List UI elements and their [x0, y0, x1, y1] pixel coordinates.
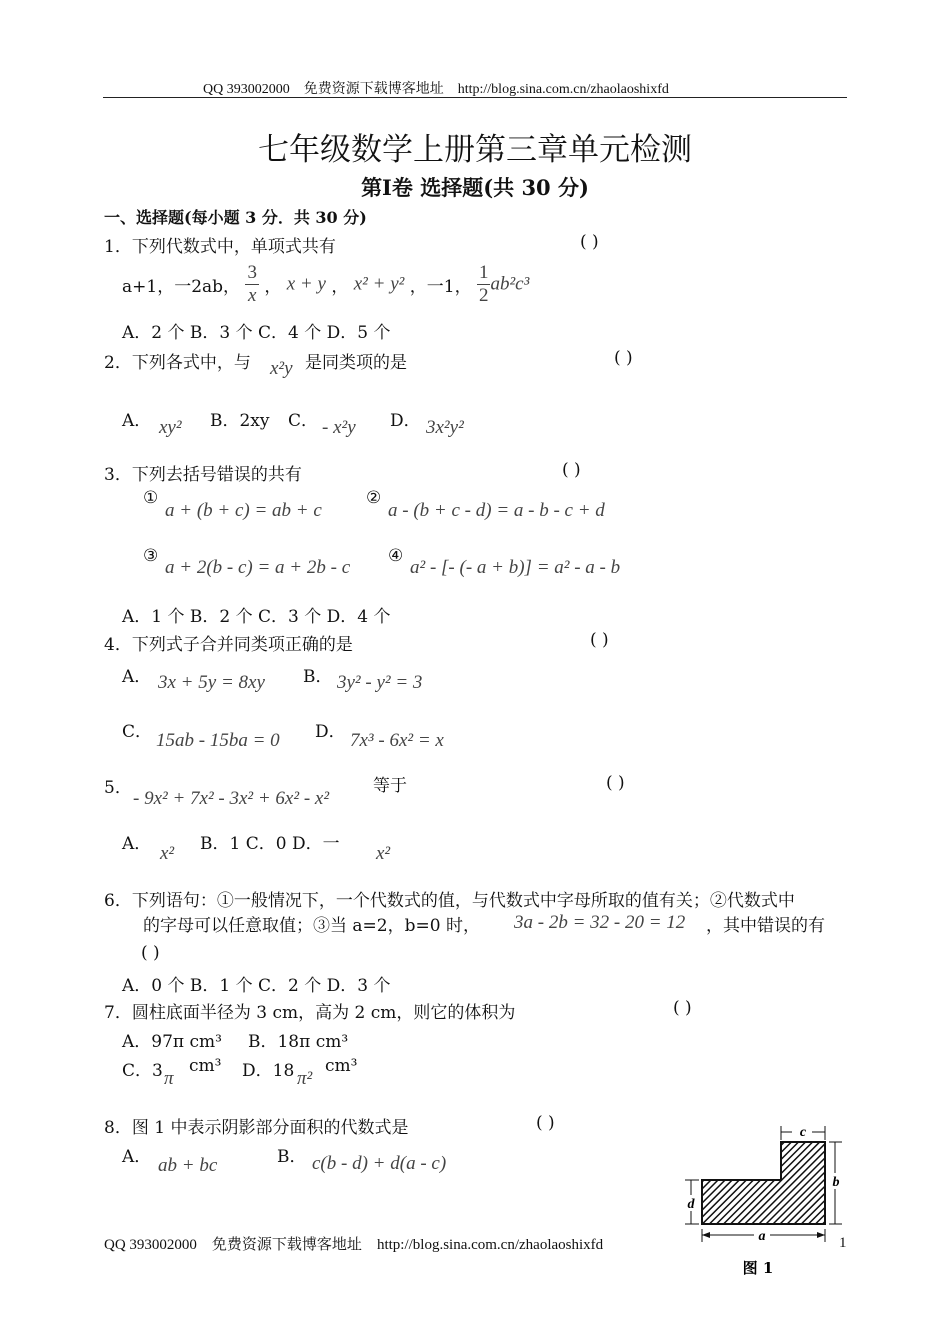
- q2-d-label: D．: [390, 411, 421, 431]
- q1-frac-den: x: [247, 285, 257, 306]
- header-qq: QQ 393002000: [203, 82, 290, 97]
- q5-tail: 等于: [373, 776, 407, 796]
- q5-bcd: B．1 C．0 D．一: [200, 834, 340, 854]
- shaded-region: [702, 1142, 825, 1224]
- q7-option-a: A．97π cm³: [122, 1032, 222, 1052]
- q1-expr-neg1: ，一1，: [409, 277, 472, 297]
- q6-line2b: ，其中错误的有: [706, 916, 825, 936]
- page-title: 七年级数学上册第三章单元检测: [258, 132, 692, 168]
- q1-sep1: ，: [264, 277, 282, 297]
- q8-stem: 8．图 1 中表示阴影部分面积的代数式是: [104, 1118, 409, 1138]
- q7-option-d: D．18: [242, 1061, 295, 1081]
- footer-url[interactable]: http://blog.sina.com.cn/zhaolaoshixfd: [376, 1237, 604, 1253]
- q3-mark-2: ②: [366, 488, 382, 508]
- q1-frac2-den: 2: [478, 285, 489, 306]
- q2-stem-b: 是同类项的是: [305, 353, 407, 373]
- q8-answer-paren: ( ): [536, 1113, 555, 1133]
- q8-a-expr: ab + bc: [158, 1155, 218, 1176]
- q3-answer-paren: ( ): [562, 460, 581, 480]
- q1-expressions: [122, 262, 529, 307]
- q4-b-label: B．: [303, 667, 333, 687]
- q4-a-expr: 3x + 5y = 8xy: [158, 672, 265, 693]
- q2-stem-expr: x²y: [270, 358, 293, 379]
- label-d: d: [687, 1197, 695, 1212]
- q1-expr-ab2c3: ab²c³: [490, 273, 530, 295]
- q5-answer-paren: ( ): [606, 773, 625, 793]
- q1-stem: 1．下列代数式中，单项式共有: [104, 237, 336, 257]
- q1-frac2-num: 1: [478, 262, 489, 283]
- q3-mark-4: ④: [388, 546, 404, 566]
- q1-frac-num: 3: [247, 262, 257, 283]
- q5-a-expr: x²: [160, 843, 175, 864]
- q7-stem: 7．圆柱底面半径为 3 cm，高为 2 cm，则它的体积为: [104, 1003, 516, 1023]
- header-rule: [103, 97, 847, 98]
- figure-caption: 图 1: [742, 1259, 774, 1277]
- q2-a-label: A．: [122, 411, 152, 431]
- footer-line: [104, 1233, 603, 1254]
- q6-line1: 6．下列语句：①一般情况下，一个代数式的值，与代数式中字母所取的值有关；②代数式中: [104, 891, 795, 911]
- q8-b-label: B．: [277, 1147, 307, 1167]
- q3-mark-1: ①: [143, 488, 159, 508]
- section-heading: 一、选择题(每小题 3 分．共 30 分): [104, 208, 367, 227]
- q3-options: A．1 个 B．2 个 C．3 个 D．4 个: [122, 607, 391, 627]
- q1-frac-half: [477, 262, 491, 307]
- q7-c-pi: π: [164, 1068, 174, 1089]
- q8-b-expr: c(b - d) + d(a - c): [312, 1153, 447, 1174]
- q1-expr-x2-plus-y2: x² + y²: [353, 273, 405, 295]
- q1-expr-a: a+1，一2ab，: [122, 277, 241, 297]
- q7-answer-paren: ( ): [673, 998, 692, 1018]
- q4-a-label: A．: [122, 667, 152, 687]
- q4-d-expr: 7x³ - 6x² = x: [350, 730, 444, 751]
- header-site-label: 免费资源下载博客地址: [303, 82, 444, 97]
- q4-c-expr: 15ab - 15ba = 0: [156, 730, 280, 751]
- q7-d-unit: cm³: [325, 1056, 358, 1076]
- q3-stem: 3．下列去括号错误的共有: [104, 465, 302, 485]
- q2-answer-paren: ( ): [614, 348, 633, 368]
- q3-expr-4: a² - [- (- a + b)] = a² - a - b: [410, 557, 621, 578]
- q1-sep2: ，: [331, 277, 349, 297]
- label-c: c: [799, 1125, 807, 1140]
- footer-site-label: 免费资源下载博客地址: [211, 1237, 362, 1253]
- q3-expr-2: a - (b + c - d) = a - b - c + d: [388, 500, 605, 521]
- q3-mark-3: ③: [143, 546, 159, 566]
- q1-expr-x-plus-y: x + y: [286, 273, 326, 295]
- header-url[interactable]: http://blog.sina.com.cn/zhaolaoshixfd: [457, 82, 669, 97]
- q1-answer-paren: ( ): [580, 232, 599, 252]
- q6-line2a: 的字母可以任意取值；③当 a=2，b=0 时，: [143, 916, 480, 936]
- q2-c-label: C．: [288, 411, 319, 431]
- q7-option-c: [122, 1056, 163, 1081]
- q5-d-expr: x²: [376, 843, 391, 864]
- q3-expr-3: a + 2(b - c) = a + 2b - c: [165, 557, 351, 578]
- page-subtitle: 第Ⅰ卷 选择题(共 30 分): [361, 175, 589, 200]
- q2-d-expr: 3x²y²: [426, 417, 464, 438]
- arrow-a-right: [817, 1232, 825, 1238]
- q6-line2-expr: 3a - 2b = 32 - 20 = 12: [514, 912, 686, 933]
- header-line: [203, 78, 669, 98]
- q5-a-label: A．: [122, 834, 152, 854]
- q7-c-unit: cm³: [189, 1056, 222, 1076]
- q2-b-label: B．2xy: [210, 411, 270, 431]
- q1-options: A．2 个 B．3 个 C．4 个 D．5 个: [122, 323, 391, 343]
- q7-d-pi2: π²: [297, 1068, 313, 1089]
- q1-frac-3-over-x: [245, 262, 259, 307]
- q4-b-expr: 3y² - y² = 3: [337, 672, 423, 693]
- q4-answer-paren: ( ): [590, 630, 609, 650]
- q5-number: 5．: [104, 778, 132, 798]
- label-a: a: [758, 1229, 766, 1244]
- page-number: 1: [839, 1235, 847, 1251]
- footer-qq: QQ 393002000: [104, 1237, 197, 1253]
- q4-stem: 4．下列式子合并同类项正确的是: [104, 635, 353, 655]
- q2-a-expr: xy²: [159, 417, 182, 438]
- q3-expr-1: a + (b + c) = ab + c: [165, 500, 322, 521]
- q4-d-label: D．: [315, 722, 346, 742]
- q6-answer-paren: ( ): [141, 943, 160, 963]
- q7-c-coef: C．3: [122, 1061, 163, 1081]
- q4-c-label: C．: [122, 722, 153, 742]
- q5-expr: - 9x² + 7x² - 3x² + 6x² - x²: [133, 788, 330, 809]
- q2-c-expr: - x²y: [322, 417, 356, 438]
- figure-1-diagram: [680, 1118, 850, 1283]
- q6-options: A．0 个 B．1 个 C．2 个 D．3 个: [122, 976, 391, 996]
- arrow-a-left: [702, 1232, 710, 1238]
- q2-stem-a: 2．下列各式中，与: [104, 353, 251, 373]
- label-b: b: [832, 1175, 840, 1190]
- q8-a-label: A．: [122, 1147, 152, 1167]
- q7-option-b: B．18π cm³: [248, 1032, 349, 1052]
